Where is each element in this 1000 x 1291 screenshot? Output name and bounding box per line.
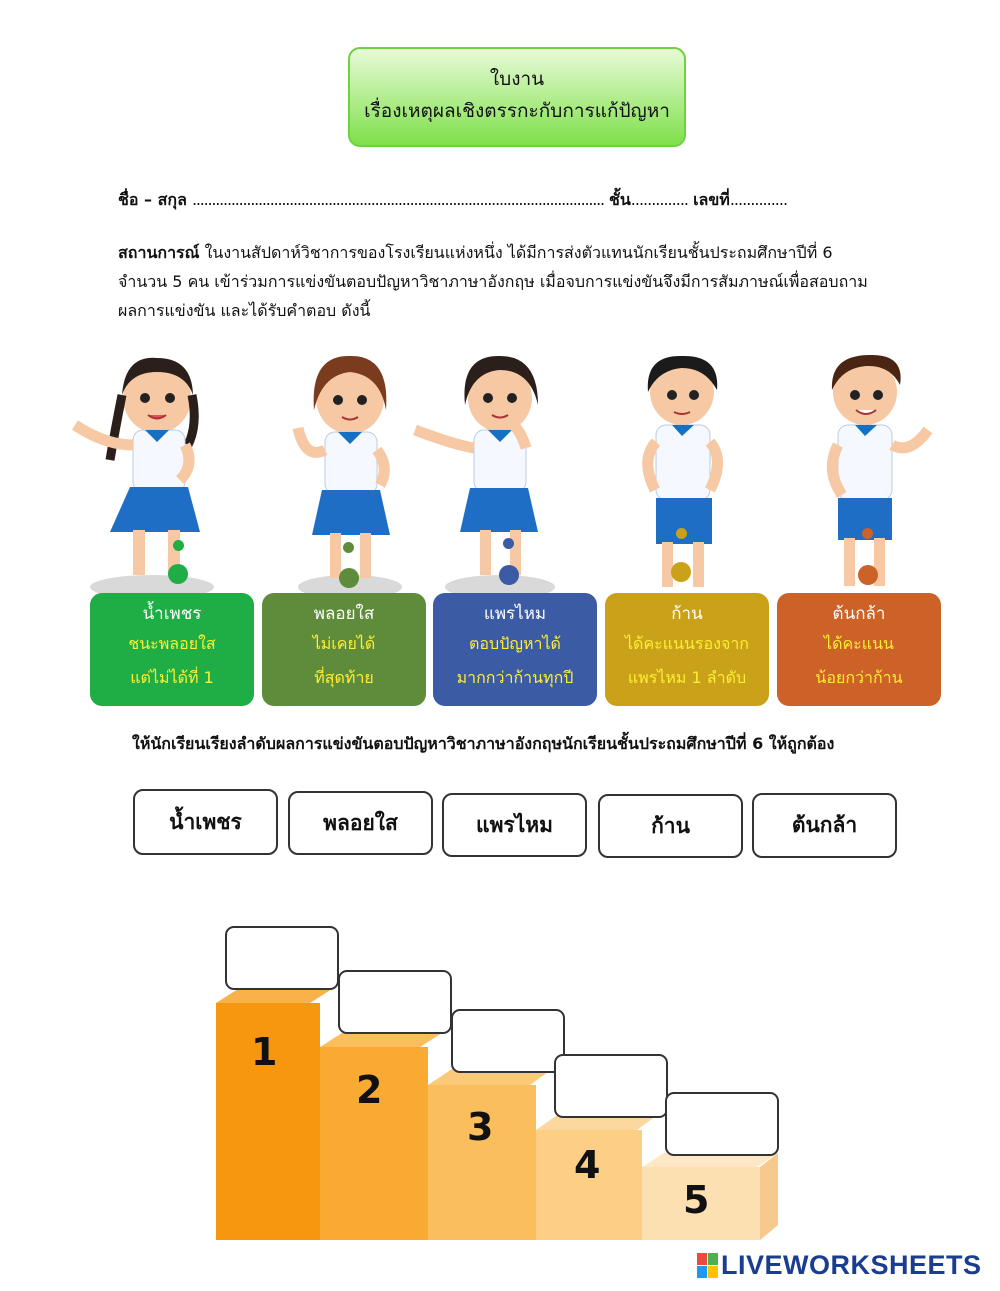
clue-card-name: ก้าน — [671, 604, 703, 624]
student-5-figure — [832, 355, 928, 586]
student-info-line — [118, 188, 787, 213]
drag-name-option[interactable]: พลอยใส — [288, 791, 433, 855]
name-dots: .......................................................................................................... — [191, 190, 604, 209]
answer-box-4[interactable] — [554, 1054, 668, 1118]
clue-card-text-2: ที่สุดท้าย — [314, 668, 374, 687]
scenario-text — [118, 238, 878, 325]
instruction-text: ให้นักเรียนเรียงลำดับผลการแข่งขันตอบปัญหาวิชาภาษาอังกฤษนักเรียนชั้นประถมศึกษาปีที่ 6 ให้ถูกต้อง — [132, 734, 835, 753]
title-line-2: เรื่องเหตุผลเชิงตรรกะกับการแก้ปัญหา — [364, 100, 670, 122]
drag-name-option[interactable]: ต้นกล้า — [752, 793, 897, 858]
clue-card-5 — [777, 593, 941, 706]
podium-number-1: 1 — [251, 1030, 278, 1074]
clue-card-text-1: ได้คะแนนรองจาก — [625, 634, 749, 653]
clue-card-text-2: น้อยกว่าก้าน — [815, 668, 903, 687]
clue-card-text-1: ไม่เคยได้ — [312, 634, 376, 653]
answer-box-1[interactable] — [225, 926, 339, 990]
scenario-label: สถานการณ์ — [118, 243, 200, 262]
clue-card-name: น้ำเพชร — [142, 604, 202, 624]
class-label: ชั้น — [608, 190, 631, 209]
podium-number-5: 5 — [683, 1178, 710, 1222]
podium-number-3: 3 — [467, 1105, 494, 1149]
scenario-line-2: จำนวน 5 คน เข้าร่วมการแข่งขันตอบปัญหาวิชาภาษาอังกฤษ เมื่อจบการแข่งขันจึงมีการสัมภาษณ์เพื่อสอบถาม — [118, 272, 868, 291]
drag-name-option[interactable]: น้ำเพชร — [133, 789, 278, 855]
drag-name-option[interactable]: แพรไหม — [442, 793, 587, 857]
clue-card-name: แพรไหม — [483, 604, 547, 624]
card-2-dot-small — [343, 542, 354, 553]
card-2-dot — [339, 568, 359, 588]
card-5-dot — [858, 565, 878, 585]
class-dots: .............. — [630, 190, 688, 209]
card-5-dot-small — [862, 528, 873, 539]
drag-name-option[interactable]: ก้าน — [598, 794, 743, 858]
clue-card-text-1: ชนะพลอยใส — [128, 634, 216, 653]
number-label: เลขที่ — [693, 190, 730, 209]
answer-box-3[interactable] — [451, 1009, 565, 1073]
students-illustration — [60, 350, 940, 600]
card-3-dot — [499, 565, 519, 585]
clue-card-2 — [262, 593, 426, 706]
clue-card-3 — [433, 593, 597, 706]
liveworksheets-logo — [697, 1250, 982, 1281]
liveworksheets-logo-icon — [697, 1253, 719, 1279]
clue-card-text-2: แต่ไม่ได้ที่ 1 — [130, 668, 214, 687]
clue-card-text-2: มากกว่าก้านทุกปี — [456, 668, 574, 687]
clue-card-name: ต้นกล้า — [832, 604, 886, 624]
card-3-dot-small — [503, 538, 514, 549]
worksheet-title-box — [348, 47, 686, 147]
student-4-figure — [648, 356, 718, 587]
clue-card-text-1: ได้คะแนน — [824, 634, 894, 653]
card-1-dot-small — [173, 540, 184, 551]
clue-card-1 — [90, 593, 254, 706]
scenario-line-3: ผลการแข่งขัน และได้รับคำตอบ ดังนี้ — [118, 301, 371, 320]
card-4-dot-small — [676, 528, 687, 539]
name-label: ชื่อ – สกุล — [118, 190, 187, 209]
answer-box-2[interactable] — [338, 970, 452, 1034]
clue-card-4 — [605, 593, 769, 706]
clue-card-text-2: แพรไหม 1 ลำดับ — [627, 668, 747, 687]
podium-number-4: 4 — [574, 1143, 601, 1187]
podium-number-2: 2 — [356, 1068, 383, 1112]
answer-box-5[interactable] — [665, 1092, 779, 1156]
student-3-figure — [415, 356, 538, 575]
clue-card-text-1: ตอบปัญหาได้ — [469, 634, 561, 653]
card-1-dot — [168, 564, 188, 584]
liveworksheets-logo-text: LIVEWORKSHEETS — [721, 1250, 982, 1280]
scenario-line-1: ในงานสัปดาห์วิชาการของโรงเรียนแห่งหนึ่ง ได้มีการส่งตัวแทนนักเรียนชั้นประถมศึกษาปีที่ 6 — [199, 243, 833, 262]
card-4-dot — [671, 562, 691, 582]
number-dots: .............. — [729, 190, 788, 209]
title-line-1: ใบงาน — [489, 68, 545, 90]
clue-card-name: พลอยใส — [313, 604, 375, 624]
